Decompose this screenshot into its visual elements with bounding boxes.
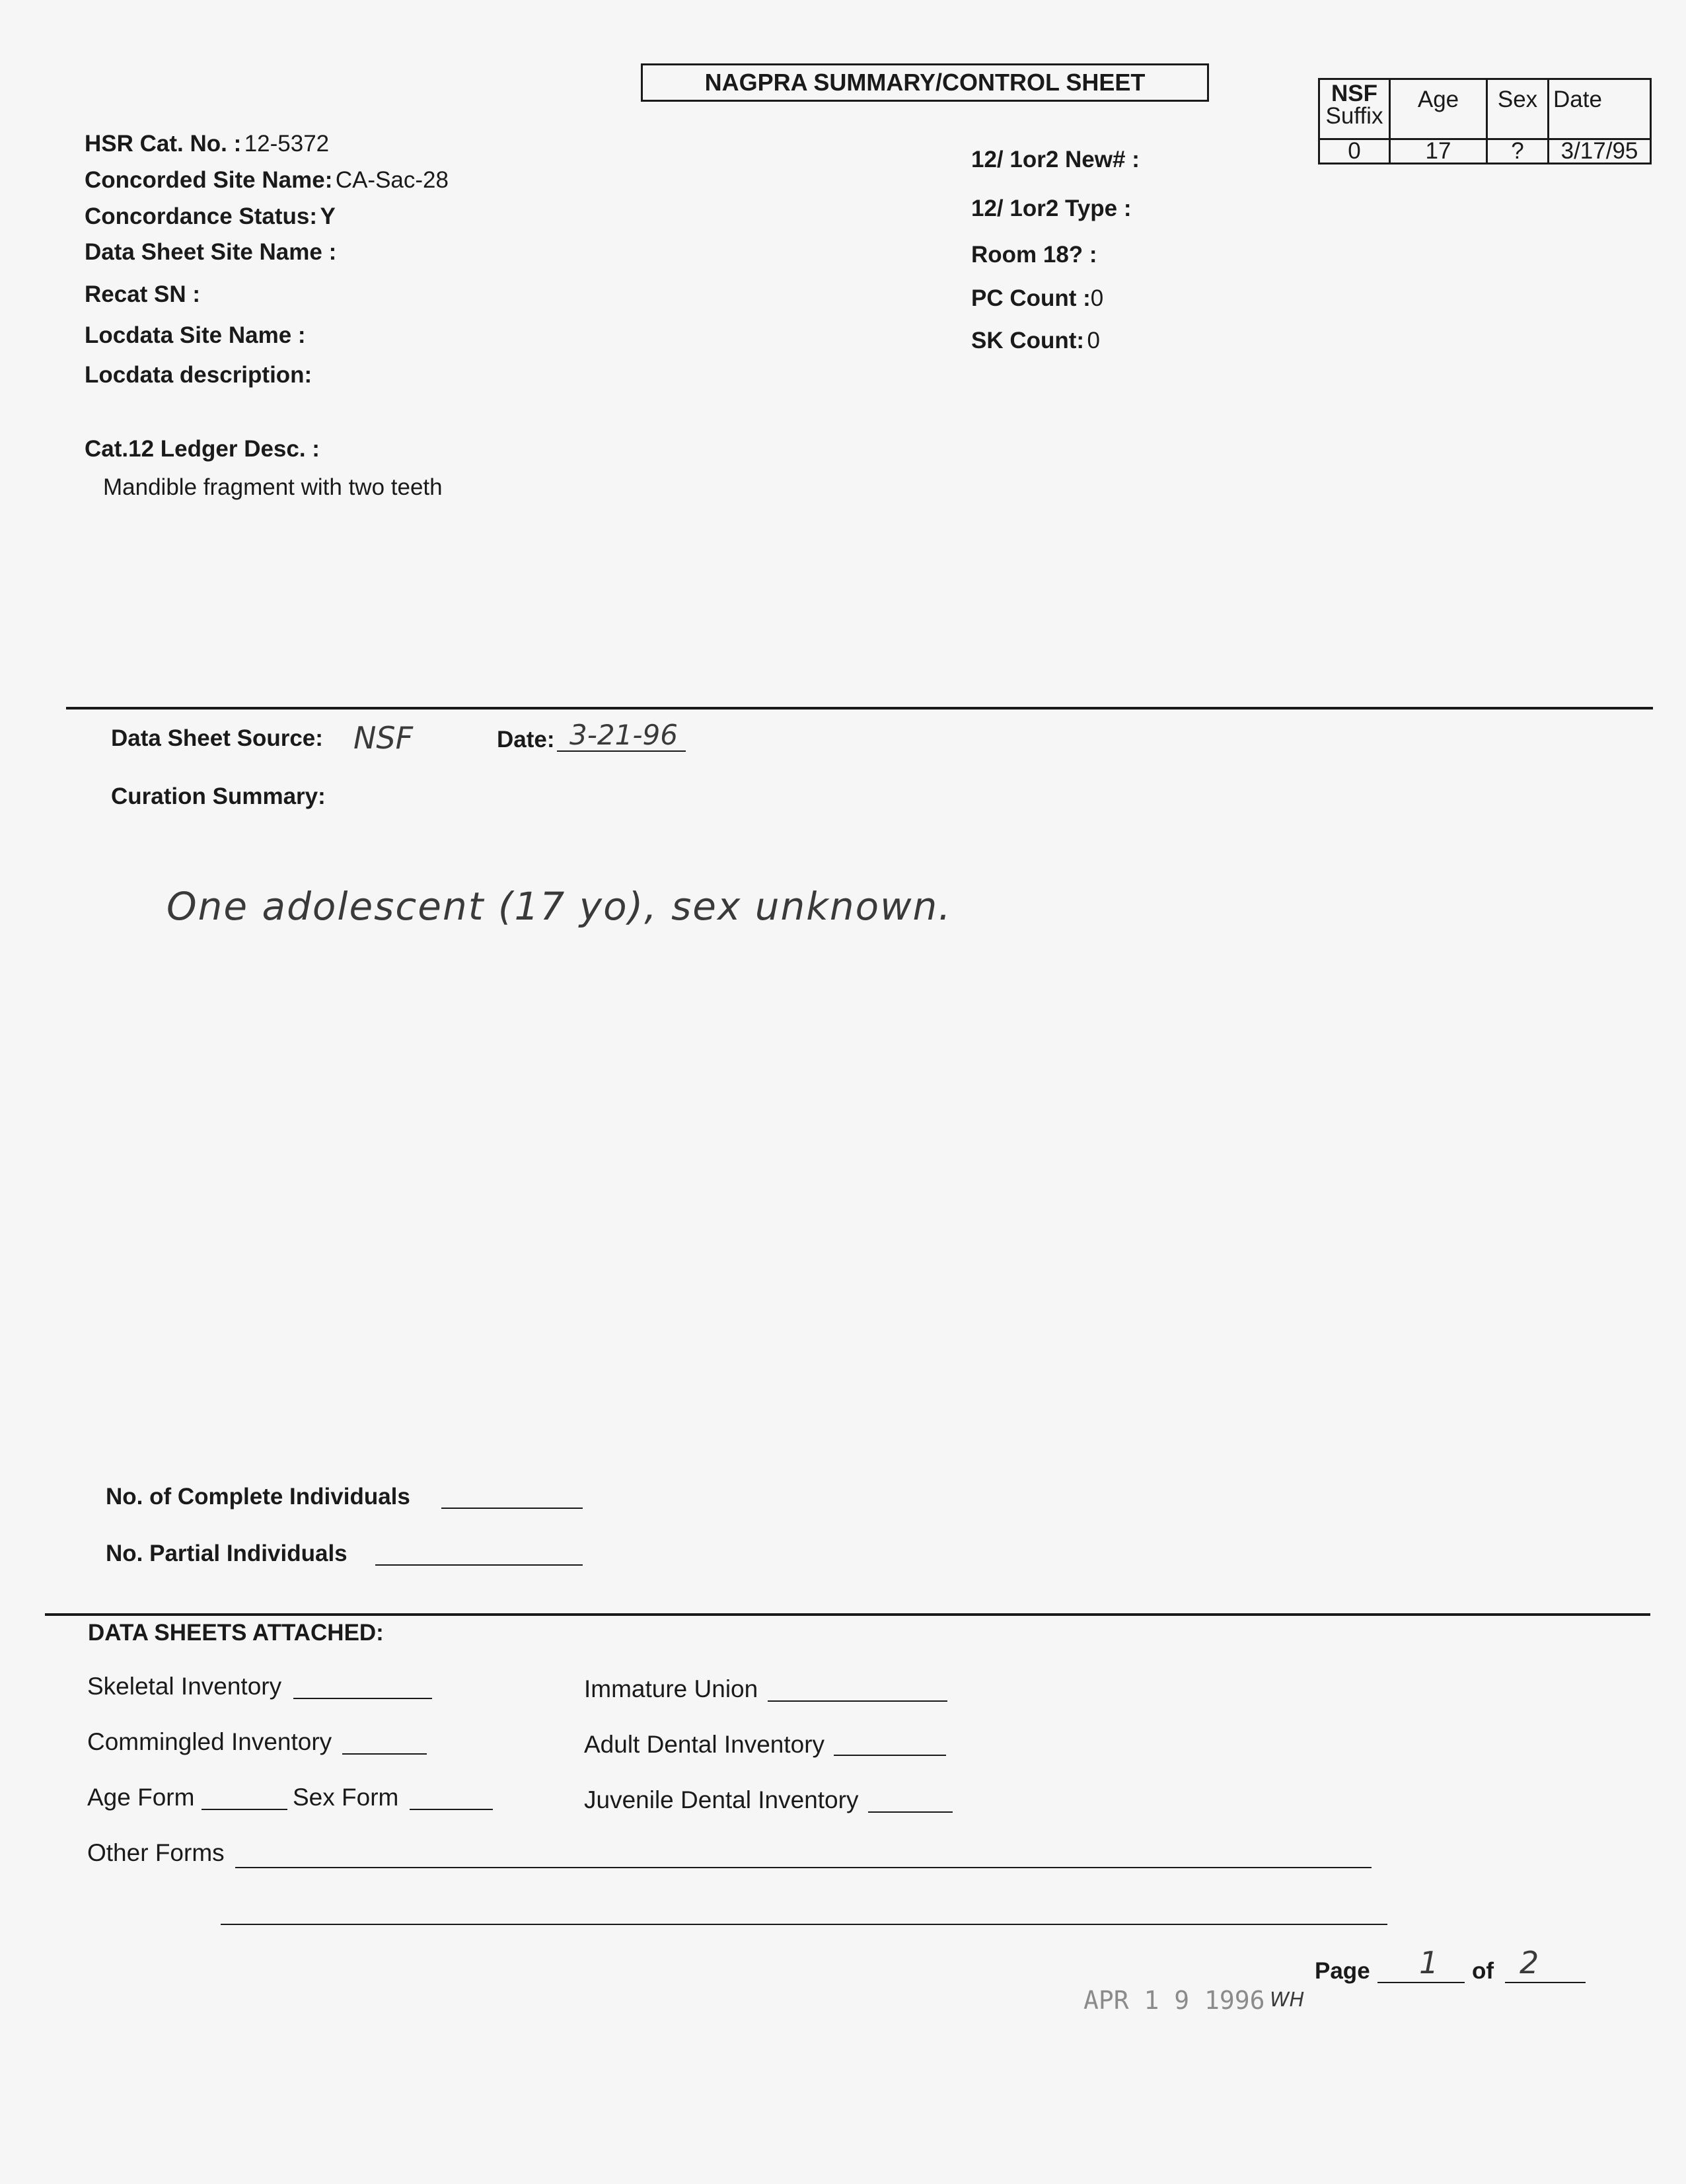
data-sheet-source-label: Data Sheet Source:	[111, 725, 323, 751]
commingled-inventory-label: Commingled Inventory	[87, 1728, 332, 1755]
of-label: of	[1472, 1958, 1494, 1984]
page-number: 1	[1419, 1945, 1439, 1981]
field-value: CA-Sac-28	[335, 167, 449, 193]
field-hsr-cat-no	[85, 131, 329, 157]
section-divider	[45, 1613, 1650, 1616]
table-cell-sex: ?	[1487, 139, 1549, 164]
field-label: Locdata Site Name :	[85, 322, 306, 348]
immature-union-label: Immature Union	[584, 1675, 758, 1702]
sex-form-blank	[410, 1809, 493, 1810]
field-label: PC Count :	[971, 285, 1091, 311]
age-form-label: Age Form	[87, 1784, 195, 1811]
field-label: Room 18? :	[971, 242, 1097, 268]
ledger-label: Cat.12 Ledger Desc. :	[85, 436, 320, 462]
table-cell-nsf-suffix: 0	[1319, 139, 1390, 164]
table-header-age: Age	[1390, 79, 1487, 139]
skeletal-inventory-blank	[293, 1698, 432, 1699]
partial-individuals-blank	[375, 1564, 583, 1566]
commingled-inventory-blank	[342, 1753, 427, 1755]
field-locdata-site-name	[85, 322, 306, 349]
field-new-number	[971, 147, 1140, 173]
stamp-initials: WH	[1270, 1988, 1305, 2012]
nsf-summary-table	[1318, 78, 1652, 164]
table-cell-age: 17	[1390, 139, 1487, 164]
page-total-blank	[1505, 1982, 1586, 1983]
table-cell-date: 3/17/95	[1549, 139, 1651, 164]
field-sk-count	[971, 328, 1100, 354]
field-locdata-description	[85, 362, 312, 388]
sex-form-label: Sex Form	[293, 1784, 399, 1811]
juvenile-dental-inventory-label: Juvenile Dental Inventory	[584, 1786, 859, 1813]
partial-individuals-label: No. Partial Individuals	[106, 1541, 348, 1566]
field-concorded-site-name	[85, 167, 449, 194]
field-pc-count	[971, 285, 1103, 312]
table-header-text: Suffix	[1325, 103, 1383, 129]
age-form-blank	[202, 1809, 287, 1810]
field-label: 12/ 1or2 Type :	[971, 196, 1132, 221]
field-label: Data Sheet Site Name :	[85, 239, 337, 265]
field-value: 12-5372	[244, 131, 330, 157]
juvenile-dental-inventory-blank	[868, 1811, 953, 1813]
field-data-sheet-site-name	[85, 239, 336, 266]
section-divider	[66, 707, 1653, 710]
field-label: Locdata description:	[85, 362, 312, 388]
field-value: Y	[320, 203, 336, 229]
field-label: 12/ 1or2 New# :	[971, 147, 1140, 172]
curation-summary-label: Curation Summary:	[111, 783, 326, 809]
data-sheet-source-value: NSF	[353, 720, 414, 756]
table-header-text: NSF	[1331, 81, 1377, 106]
field-concordance-status	[85, 203, 336, 230]
date-underline	[557, 750, 686, 752]
field-label: HSR Cat. No. :	[85, 131, 242, 157]
table-header-sex: Sex	[1487, 79, 1549, 139]
field-room-18	[971, 242, 1097, 268]
curation-summary-text: One adolescent (17 yo), sex unknown.	[166, 884, 952, 929]
field-label: Recat SN :	[85, 281, 201, 307]
page-number-blank	[1377, 1982, 1465, 1983]
field-label: Concordance Status:	[85, 203, 317, 229]
field-value: 0	[1087, 328, 1100, 353]
table-header-nsf-suffix	[1319, 79, 1390, 139]
received-date-stamp: APR 1 9 1996	[1083, 1986, 1265, 2015]
skeletal-inventory-label: Skeletal Inventory	[87, 1673, 282, 1700]
page-total: 2	[1520, 1945, 1539, 1981]
complete-individuals-label: No. of Complete Individuals	[106, 1484, 410, 1510]
ledger-text: Mandible fragment with two teeth	[103, 474, 443, 500]
adult-dental-inventory-blank	[834, 1755, 946, 1756]
page-label: Page	[1315, 1958, 1370, 1984]
other-forms-blank	[235, 1867, 1372, 1868]
field-label: Concorded Site Name:	[85, 167, 333, 193]
other-forms-label: Other Forms	[87, 1839, 225, 1866]
other-forms-blank-2	[221, 1924, 1387, 1925]
field-value: 0	[1090, 285, 1104, 311]
date-value: 3-21-96	[569, 719, 678, 751]
immature-union-blank	[768, 1700, 947, 1702]
page-title: NAGPRA SUMMARY/CONTROL SHEET	[641, 63, 1209, 102]
adult-dental-inventory-label: Adult Dental Inventory	[584, 1731, 825, 1758]
table-header-date: Date	[1549, 79, 1651, 139]
complete-individuals-blank	[441, 1508, 583, 1509]
field-label: SK Count:	[971, 328, 1085, 353]
field-type	[971, 196, 1132, 222]
data-sheets-attached-heading: DATA SHEETS ATTACHED:	[88, 1620, 384, 1646]
date-label: Date:	[497, 727, 555, 752]
field-recat-sn	[85, 281, 200, 308]
